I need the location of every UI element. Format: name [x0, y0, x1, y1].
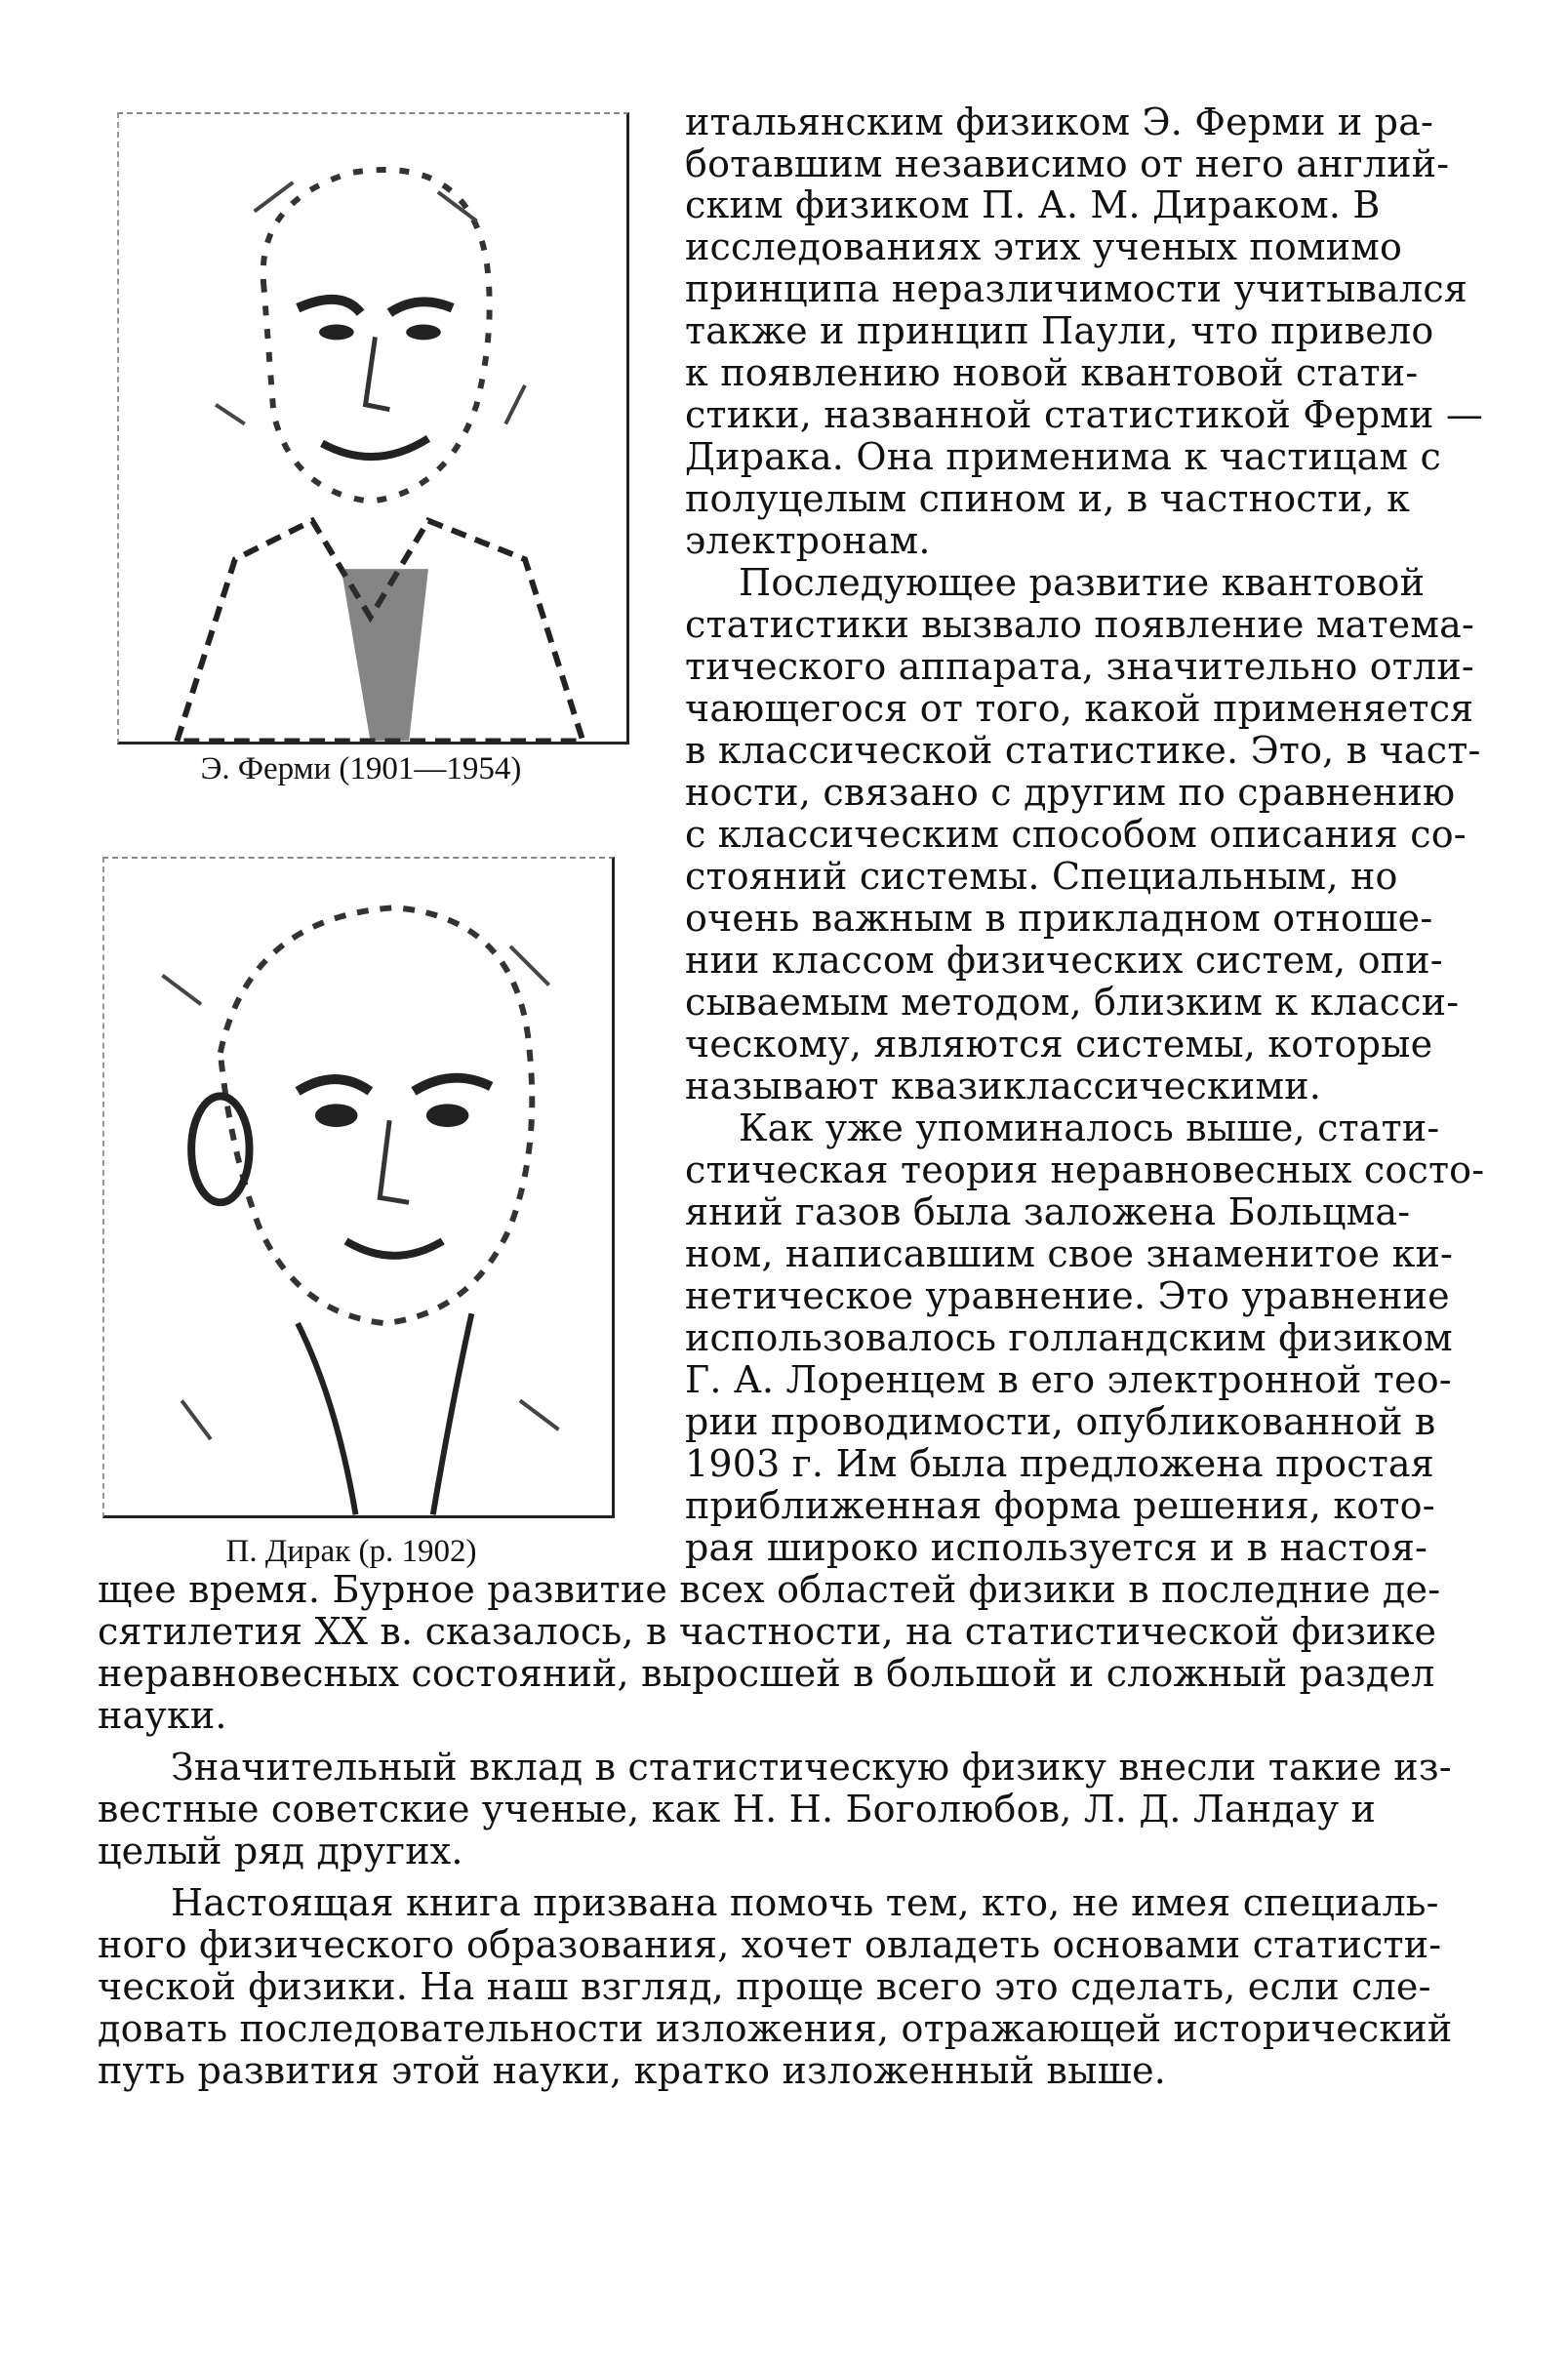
dirac-photo	[102, 857, 615, 1518]
text-line: полуцелым спином и, в частности, к	[685, 477, 1411, 520]
text-line: тического аппарата, значительно отли-	[685, 645, 1474, 688]
text-line: статистики вызвало появление матема-	[685, 603, 1475, 646]
text-line: ности, связано с другим по сравнению	[685, 771, 1456, 814]
text-line: вестные советские ученые, как Н. Н. Боголюбов, Л. Д. Ландау и	[98, 1788, 1377, 1831]
text-line: исследованиях этих ученых помимо	[685, 225, 1403, 268]
text-line: к появлению новой квантовой стати-	[685, 351, 1419, 394]
text-line: чающегося от того, какой применяется	[685, 687, 1474, 730]
text-line: Настоящая книга призвана помочь тем, кто, не имея специаль-	[171, 1881, 1439, 1924]
text-line: стики, названной статистикой Ферми —	[685, 393, 1484, 436]
text-line: также и принцип Паули, что привело	[685, 309, 1434, 352]
fermi-caption: Э. Ферми (1901—1954)	[200, 751, 522, 786]
fermi-photo	[117, 112, 629, 744]
text-line: с классическим способом описания со-	[685, 813, 1467, 856]
text-line: использовалось голландским физиком	[685, 1316, 1453, 1359]
text-line: ским физиком П. А. М. Дираком. В	[685, 183, 1381, 226]
text-line: рая широко используется и в настоя-	[685, 1526, 1428, 1569]
text-line: нии классом физических систем, опи-	[685, 939, 1443, 982]
text-line: в классической статистике. Это, в част-	[685, 729, 1481, 772]
text-line: неравновесных состояний, выросшей в большой и сложный раздел	[98, 1652, 1435, 1695]
text-line: сываемым методом, близким к класси-	[685, 981, 1460, 1024]
text-line: электронам.	[685, 519, 931, 562]
text-line: стояний системы. Специальным, но	[685, 855, 1398, 898]
dirac-portrait-icon	[104, 859, 612, 1515]
text-line: приближенная форма решения, кото-	[685, 1484, 1435, 1527]
text-line: щее время. Бурное развитие всех областей физики в последние де-	[98, 1568, 1441, 1611]
dirac-caption: П. Дирак (р. 1902)	[225, 1534, 477, 1569]
text-line: Дирака. Она применима к частицам с	[685, 435, 1442, 478]
text-line: довать последовательности изложения, отражающей исторический	[98, 2007, 1453, 2050]
text-line: путь развития этой науки, кратко изложенный выше.	[98, 2049, 1167, 2092]
text-line: Г. А. Лоренцем в его электронной тео-	[685, 1358, 1452, 1401]
text-line: рии проводимости, опубликованной в	[685, 1400, 1436, 1443]
text-line: яний газов была заложена Больцма-	[685, 1190, 1411, 1233]
text-line: ческой физики. На наш взгляд, проще всего это сделать, если сле-	[98, 1965, 1431, 2008]
fermi-portrait-icon	[119, 114, 626, 742]
text-line: ботавшим независимо от него англий-	[685, 142, 1450, 185]
text-line: ном, написавшим свое знаменитое ки-	[685, 1232, 1454, 1275]
text-line: называют квазиклассическими.	[685, 1065, 1322, 1107]
text-line: ного физического образования, хочет овладеть основами статисти-	[98, 1923, 1442, 1966]
text-line: ческому, являются системы, которые	[685, 1023, 1433, 1066]
text-line: 1903 г. Им была предложена простая	[685, 1442, 1434, 1485]
text-line: принципа неразличимости учитывался	[685, 267, 1468, 310]
text-line: Последующее развитие квантовой	[739, 561, 1426, 604]
text-line: Как уже упоминалось выше, стати-	[739, 1107, 1440, 1149]
text-line: очень важным в прикладном отноше-	[685, 897, 1433, 940]
text-line: итальянским физиком Э. Ферми и ра-	[685, 101, 1434, 143]
text-line: Значительный вклад в статистическую физику внесли такие из-	[171, 1746, 1452, 1789]
text-line: науки.	[98, 1694, 227, 1737]
text-line: целый ряд других.	[98, 1830, 463, 1872]
text-line: стическая теория неравновесных состо-	[685, 1148, 1485, 1191]
text-line: нетическое уравнение. Это уравнение	[685, 1274, 1450, 1317]
text-line: сятилетия XX в. сказалось, в частности, на статистической физике	[98, 1610, 1437, 1653]
